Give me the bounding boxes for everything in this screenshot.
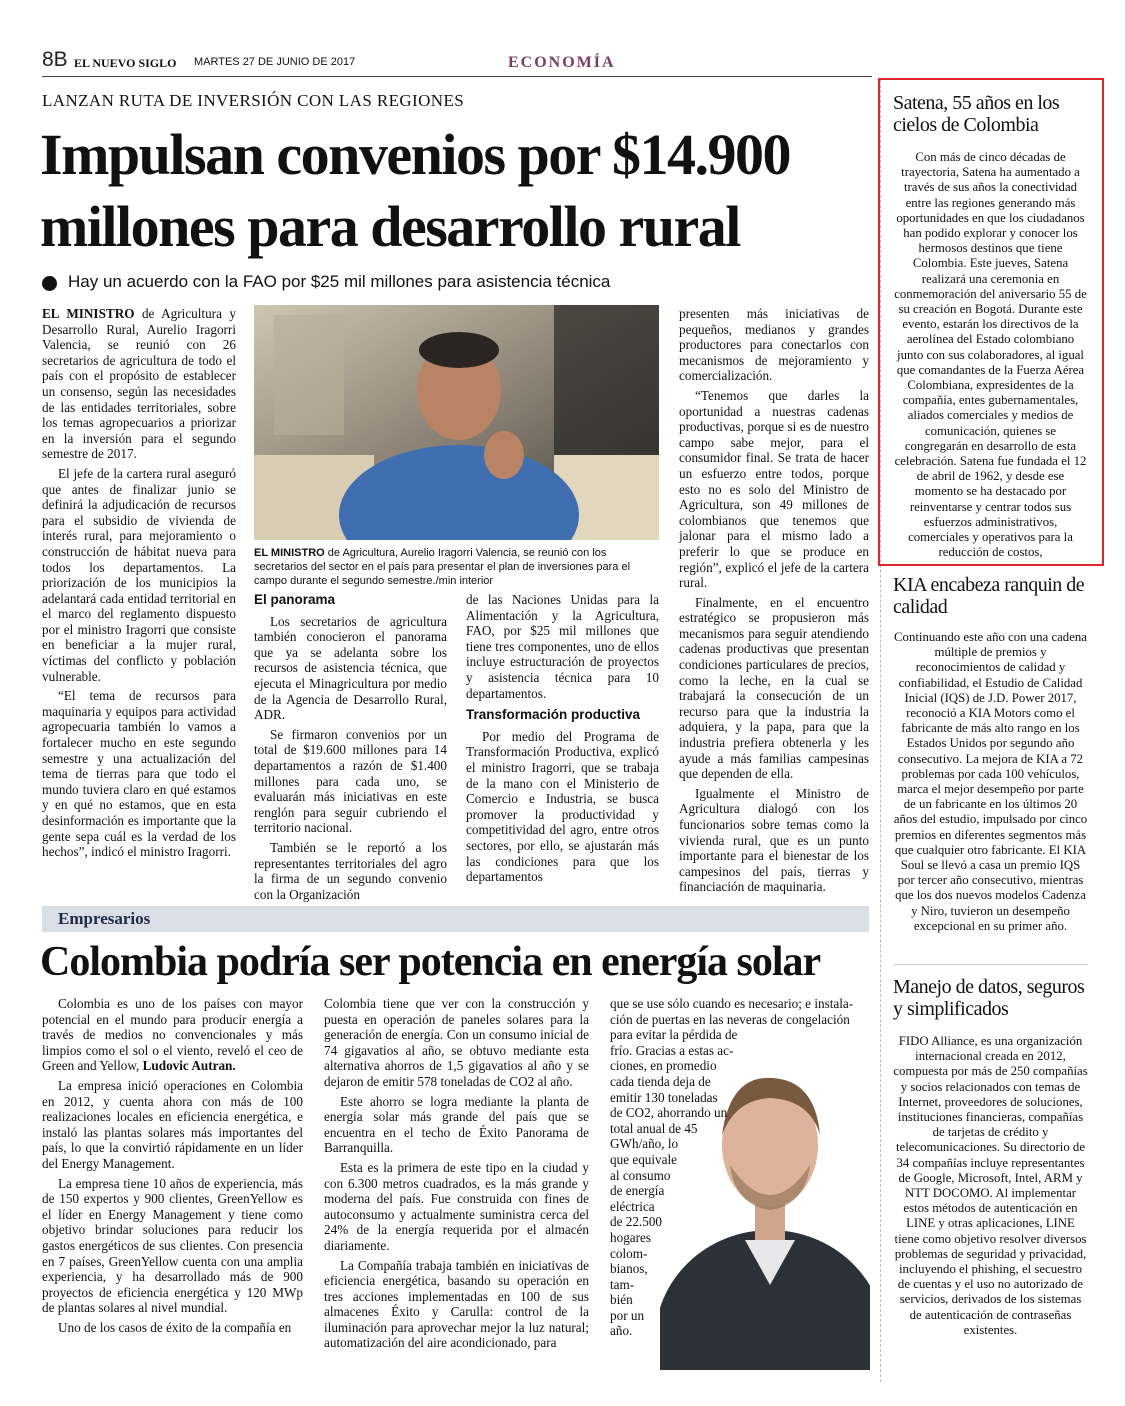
paragraph: El jefe de la cartera rural aseguró que antes de finalizar junio se definirá la adjudicación de recursos para el subsidio de vivienda de interés rural, para mejoramiento o construcción de hábitat nueva para todos los departamentos. La priorización de los municipios la adelantará cada entidad territorial en el marco del reglamento dispuesto por el ministro Iragorri que consiste en beneficiar a la mujer rural, víctimas del conflicto y población vulnerable.: [42, 465, 236, 684]
paragraph: La Compañía trabaja también en iniciativas de eficiencia energética, basando su operación en tres acciones implementadas en 100 de sus almacenes Éxito y Carulla: control de la iluminación para aprovechar mejor la luz natural; automatización del aire acondicionado, para: [324, 1257, 589, 1351]
section-name: ECONOMÍA: [508, 54, 616, 71]
satena-text: [893, 150, 1088, 560]
paragraph: Esta es la primera de este tipo en la ciudad y con 6.300 metros cuadrados, es la más grande y moderna del país. Fue construida con fines de autoconsumo y actualmente suministra cerca del 24% de la energía requerida por el almacén diariamente.: [324, 1159, 589, 1253]
paragraph: presenten más iniciativas de pequeños, medianos y grandes productores para conectarlos con mecanismos de mejoramiento y comercialización.: [679, 306, 869, 384]
fido-text: [893, 1034, 1088, 1338]
text-line: bianos,: [610, 1261, 648, 1277]
paragraph: Con más de cinco décadas de trayectoria, Satena ha aumentado a través de sus años la conectividad entre las regiones generando más oportunidades en que los ciudadanos han podido explorar y conocer los hermosos destinos que tiene Colombia. Este jueves, Satena realizará una ceremonia en conmemoración del aniversario 55 de su creación en Bogotá. Durante este evento, estarán los directivos de la aerolínea del Estado colombiano junto con sus colaboradores, al igual que comandantes de la Fuerza Aérea Colombiana, expresidentes de la compañía, entes gubernamentales, aliados comerciales y medios de comunicación, quienes se congregarán en desarrollo de esta celebración. Satena fue fundada el 12 de abril de 1962, y desde ese momento se ha destacado por reinventarse y centrar todos sus esfuerzos administrativos, comerciales y operativos para la reducción de costos,: [894, 150, 1087, 560]
lead-in: EL MINISTRO: [42, 306, 135, 321]
minister-photo: [254, 305, 659, 540]
text-line: ciones, en promedio: [610, 1058, 717, 1074]
ceo-name: Ludovic Autran.: [142, 1058, 236, 1074]
kia-text: [893, 630, 1088, 934]
issue-date: MARTES 27 DE JUNIO DE 2017: [194, 56, 356, 68]
text-line: de energía: [610, 1183, 665, 1199]
headline-line-1: Impulsan convenios por $14.900: [40, 122, 790, 187]
text-line: que se use sólo cuando es necesario; e instala-: [610, 996, 854, 1011]
paragraph: FIDO Alliance, es una organización internacional creada en 2012, compuesta por más de 250 compañías y socios relacionados con temas de Internet, proveedores de soluciones, instituciones financieras, compañías de tarjetas de crédito y telecomunicaciones. Su directorio de 34 compañías incluye representantes de Google, Microsoft, Intel, ARM y NTT DOCOMO. Al implementar estos métodos de autenticación en LINE y otras aplicaciones, LINE tiene como objetivo resolver diversos problemas de seguridad y privacidad, incluyendo el phishing, el secuestro de cuentas y el uso no autorizado de servicios, derivados de los sistemas de autenticación de contraseñas existentes.: [893, 1034, 1088, 1337]
text-line: bién: [610, 1292, 633, 1308]
paragraph: Igualmente el Ministro de Agricultura dialogó con los funcionarios sobre temas como la vivienda rural, que es un punto importante para el bienestar de los campesinos del país, tierras y financiación de maquinaria.: [679, 785, 869, 895]
text-line: GWh/año, lo: [610, 1136, 679, 1152]
solar-column-1: [42, 996, 303, 1339]
subhead-transformacion: Transformación productiva: [466, 707, 641, 723]
caption-lead: EL MINISTRO: [254, 547, 325, 559]
solar-column-2: [324, 996, 589, 1355]
main-column-2: [254, 592, 447, 906]
paragraph: La empresa tiene 10 años de experiencia, más de 150 expertos y 900 clientes, GreenYellow es el líder en Energy Management y tiene como objetivo brindar soluciones para reducir los gastos energéticos de sus clientes. Con presencia en 7 países, GreenYellow cuenta con una amplia experiencia, y ha desarrollado más de 900 proyectos de eficiencia energética y 120 MWp de plantas solares al nivel mundial.: [42, 1175, 303, 1316]
subhead-panorama: El panorama: [254, 592, 336, 607]
text-line: para evitar la pérdida de: [610, 1027, 738, 1043]
solar-headline: Colombia podría ser potencia en energía solar: [40, 939, 821, 985]
header-rule: [42, 76, 872, 77]
paragraph: Se firmaron convenios por un total de $19.600 millones para 14 departamentos a razón de $1.400 millones para cada uno, se evaluarán más iniciativas en este renglón para seguir cubriendo el territorio nacional.: [254, 726, 447, 836]
newspaper-name: EL NUEVO SIGLO: [74, 56, 177, 70]
paragraph: La empresa inició operaciones en Colombia en 2012, y cuenta ahora con más de 100 realizaciones locales en eficiencia energética, e instaló las plantas solares más importantes del país, lo que la convirtió rápidamente en un líder del Energy Management.: [42, 1077, 303, 1171]
text-line: al consumo: [610, 1167, 671, 1183]
main-column-4: [679, 306, 869, 899]
text-line: cada tienda deja de: [610, 1073, 711, 1089]
text-line: ción de puertas en las neveras de congelación: [610, 1011, 850, 1027]
solar-column-3: [610, 996, 880, 1339]
paragraph: Colombia tiene que ver con la construcción y puesta en operación de paneles solares para la generación de energía. Con un consumo inicial de 74 gigavatios al año, se obtuvo mediante esta alternativa ahorros de 1,5 gigavatios al año y se dejaron de emitir 578 toneladas de CO2 al año.: [324, 996, 589, 1089]
paragraph: EL MINISTRO de Agricultura y Desarrollo Rural, Aurelio Iragorri Valencia, se reunió con 26 secretarios de agricultura de todo el país con el propósito de establecer un consenso, según las necesidades de las entidades territoriales, sobre los temas agropecuarios a priorizar en la inversión para el segundo semestre de 2017.: [42, 306, 236, 462]
paragraph: Uno de los casos de éxito de la compañía en: [58, 1319, 292, 1335]
paragraph: “Tenemos que darles la oportunidad a nuestras cadenas productivas, porque si es de nuestro campo sabe mejor, para el consumidor final. Se trata de hacer un esfuerzo entre todos, porque esto no es solo del Ministro de Agricultura, son 49 millones de colombianos que tenemos que jalonar para el mismo lado a preferir lo que se produce en región”, explicó el jefe de la cartera rural.: [679, 387, 869, 591]
text-line: hogares: [610, 1229, 652, 1245]
satena-title: Satena, 55 años en los cielos de Colombia: [893, 92, 1060, 136]
paragraph: de las Naciones Unidas para la Alimentación y la Agricultura, FAO, por $25 mil millones que tiene tres componentes, uno de ellos incluye estructuración de proyectos y asistencia técnica para 10 departamentos.: [466, 592, 659, 701]
text-line: emitir 130 toneladas: [610, 1089, 718, 1105]
paragraph: También se le reportó a los representantes territoriales del agro la firma de un segundo convenio con la Organización: [254, 839, 447, 902]
section-band: [42, 906, 869, 932]
section-label: Empresarios: [58, 909, 151, 928]
kia-title: KIA encabeza ranquin de calidad: [893, 574, 1085, 618]
photo-caption: EL MINISTRO de Agricultura, Aurelio Iragorri Valencia, se reunió con los secretarios del sector en el país para presentar el plan de inversiones para el campo durante el segundo semestre./min interior: [254, 547, 631, 587]
text-line: tam-: [610, 1276, 635, 1292]
paragraph: Por medio del Programa de Transformación Productiva, explicó el ministro Iragorri, que se trabaja de la mano con el Ministerio de Comercio e Industria, se busca promover la productividad y competitividad del agro, entre otros sectores, por ello, se ajustarán más las condiciones para que los departamentos: [466, 728, 659, 885]
text-line: total anual de 45: [610, 1120, 698, 1136]
text-line: colom-: [610, 1245, 648, 1261]
text-line: que equivale: [610, 1151, 678, 1167]
minister-photo-illustration: [254, 305, 659, 540]
text-line: de CO2, ahorrando un: [610, 1105, 728, 1121]
article-kicker: LANZAN RUTA DE INVERSIÓN CON LAS REGIONES: [42, 91, 465, 110]
text-line: frío. Gracias a estas ac-: [610, 1042, 734, 1058]
paragraph: Colombia es uno de los países con mayor potencial en el mundo para producir energía a través de medios no convencionales y más limpios como el sol o el viento, reveló el ceo de Green and Yellow, Ludovic Autran.: [42, 996, 303, 1074]
paragraph: Continuando este año con una cadena múltiple de premios y reconocimientos de calidad y confiabilidad, el Estudio de Calidad Inicial (IQS) de J.D. Power 2017, reconoció a KIA Motors como el fabricante de más alto rango en los Estados Unidos por segundo año consecutivo. La mejora de KIA a 72 problemas por cada 100 vehículos, marca el mejor desempeño por parte de un fabricante en los últimos 20 años del estudio, impulsado por cinco premios en diferentes segmentos más que cualquier otro fabricante. El KIA Soul se llevó a casa un premio IQS por tercer año consecutivo, mientras que los dos nuevos modelos Cadenza y Niro, tuvieron un desempeño excepcional en su primer año.: [893, 630, 1088, 933]
main-column-1: [42, 306, 236, 864]
text-line: eléctrica: [610, 1198, 655, 1214]
page-number: 8B: [42, 48, 68, 71]
sidebar-divider: [893, 964, 1088, 965]
paragraph: Finalmente, en el encuentro estratégico se propusieron más mecanismos para seguir atendiendo cadenas productivas que presentan condiciones particulares de precios, como la leche, en la cual se trabajará la consecución de un recurso para que la industria la adquiera, y la papa, para que la industria prefiera obtenerla y les ayude a más familias campesinas que dependen de ella.: [679, 594, 869, 782]
deck-bullet-icon: [42, 276, 57, 291]
fido-title: Manejo de datos, seguros y simplificados: [893, 976, 1085, 1020]
text-line: año.: [610, 1323, 633, 1339]
paragraph: Este ahorro se logra mediante la planta de energía solar más grande del país que se encuentra en el techo de Éxito Panorama de Barranquilla.: [324, 1093, 589, 1156]
paragraph: “El tema de recursos para maquinaria y equipos para actividad agropecuaria también lo vamos a fortalecer mucho en este segundo semestre y una actualización del tema de tierras para que todo el mundo tuviera claro en qué estamos y en qué no estamos, que en esta desinformación es importante que la gente sepa cuál es la verdad de los hechos”, indicó el ministro Iragorri.: [42, 688, 236, 860]
text-line: de 22.500: [610, 1214, 663, 1230]
text-line: por un: [610, 1307, 645, 1323]
paragraph: Los secretarios de agricultura también conocieron el panorama que ya se adelanta sobre los recursos de asistencia técnica, que ejecuta el Minagricultura por medio de la Agencia de Desarrollo Rural, ADR.: [254, 613, 447, 723]
main-column-3: [466, 592, 659, 889]
headline-line-2: millones para desarrollo rural: [40, 194, 740, 259]
article-deck: Hay un acuerdo con la FAO por $25 mil millones para asistencia técnica: [68, 272, 611, 291]
